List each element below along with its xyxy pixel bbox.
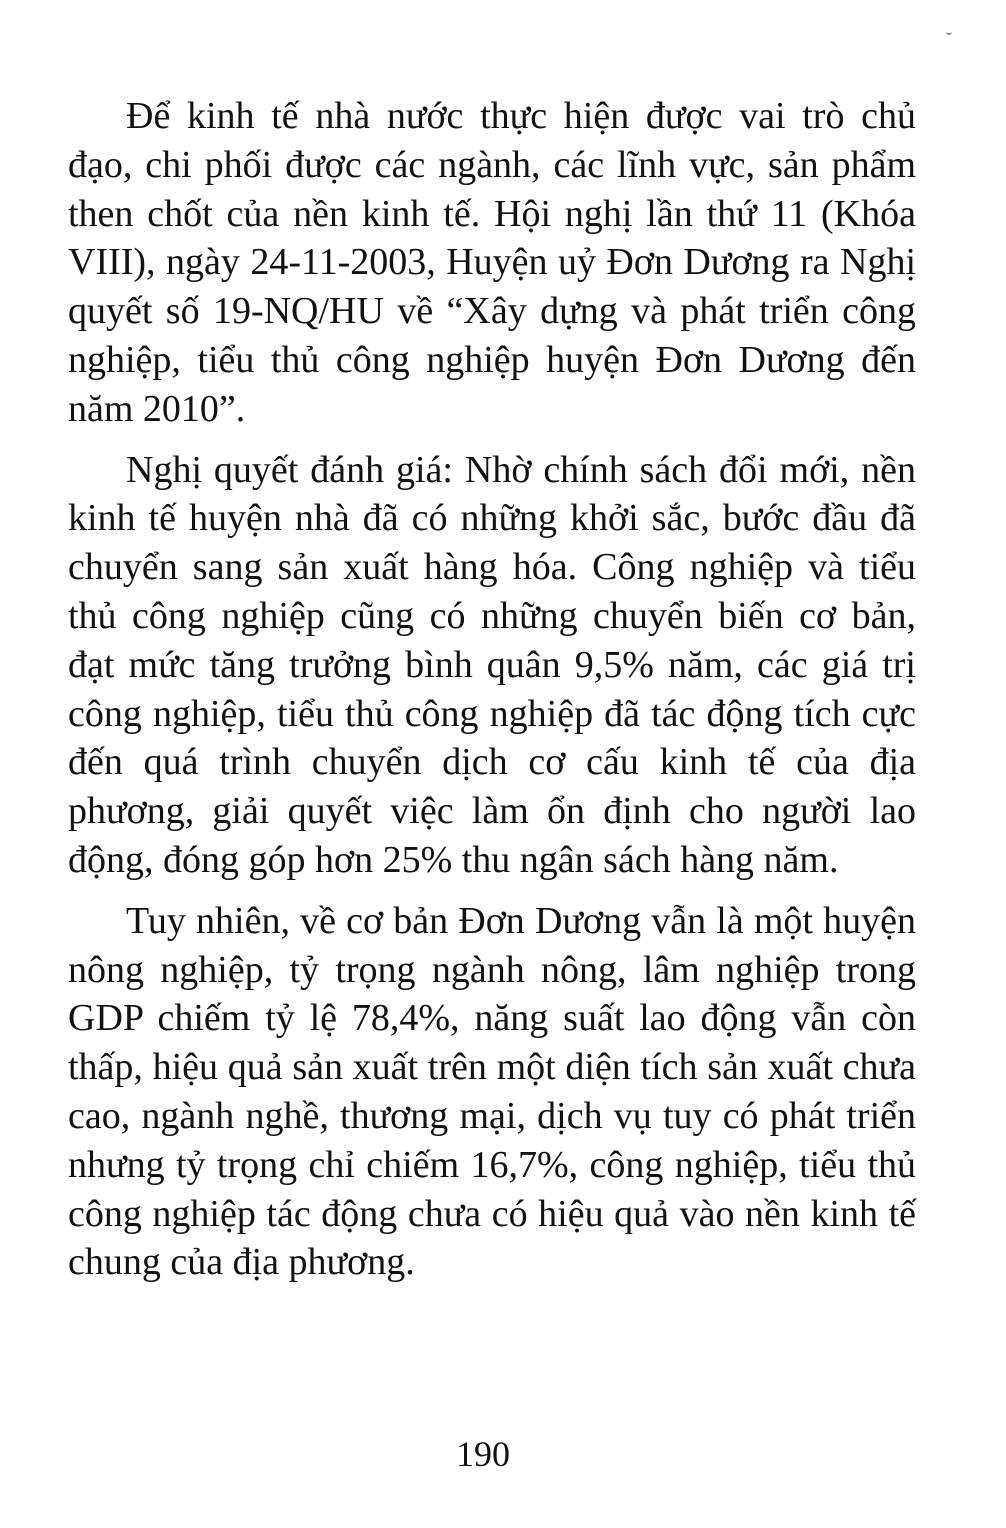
page-number: 190 [456,1434,510,1474]
paragraph-2: Nghị quyết đánh giá: Nhờ chính sách đổi mới, nền kinh tế huyện nhà đã có những khởi sắc, bước đầu đã chuyển sang sản xuất hàng hóa. Công nghiệp và tiểu thủ công nghiệp cũng có những chuyển biến cơ bản, đạt mức tăng trưởng bình quân 9,5% năm, các giá trị công nghiệp, tiểu thủ công nghiệp đã tác động tích cực đến quá trình chuyển dịch cơ cấu kinh tế của địa phương, giải quyết việc làm ổn định cho người lao động, đóng góp hơn 25% thu ngân sách hàng năm. [68,448,916,881]
body-text [68,92,916,1287]
paragraph-1: Để kinh tế nhà nước thực hiện được vai trò chủ đạo, chi phối được các ngành, các lĩnh vực, sản phẩm then chốt của nền kinh tế. Hội nghị lần thứ 11 (Khóa VIII), ngày 24-11-2003, Huyện uỷ Đơn Dương ra Nghị quyết số 19-NQ/HU về “Xây dựng và phát triển công nghiệp, tiểu thủ công nghiệp huyện Đơn Dương đến năm 2010”. [68,95,916,430]
scan-mark [946,30,952,35]
paragraph-3: Tuy nhiên, về cơ bản Đơn Dương vẫn là một huyện nông nghiệp, tỷ trọng ngành nông, lâm nghiệp trong GDP chiếm tỷ lệ 78,4%, năng suất lao động vẫn còn thấp, hiệu quả sản xuất trên một diện tích sản xuất chưa cao, ngành nghề, thương mại, dịch vụ tuy có phát triển nhưng tỷ trọng chỉ chiếm 16,7%, công nghiệp, tiểu thủ công nghiệp tác động chưa có hiệu quả vào nền kinh tế chung của địa phương. [68,899,916,1284]
